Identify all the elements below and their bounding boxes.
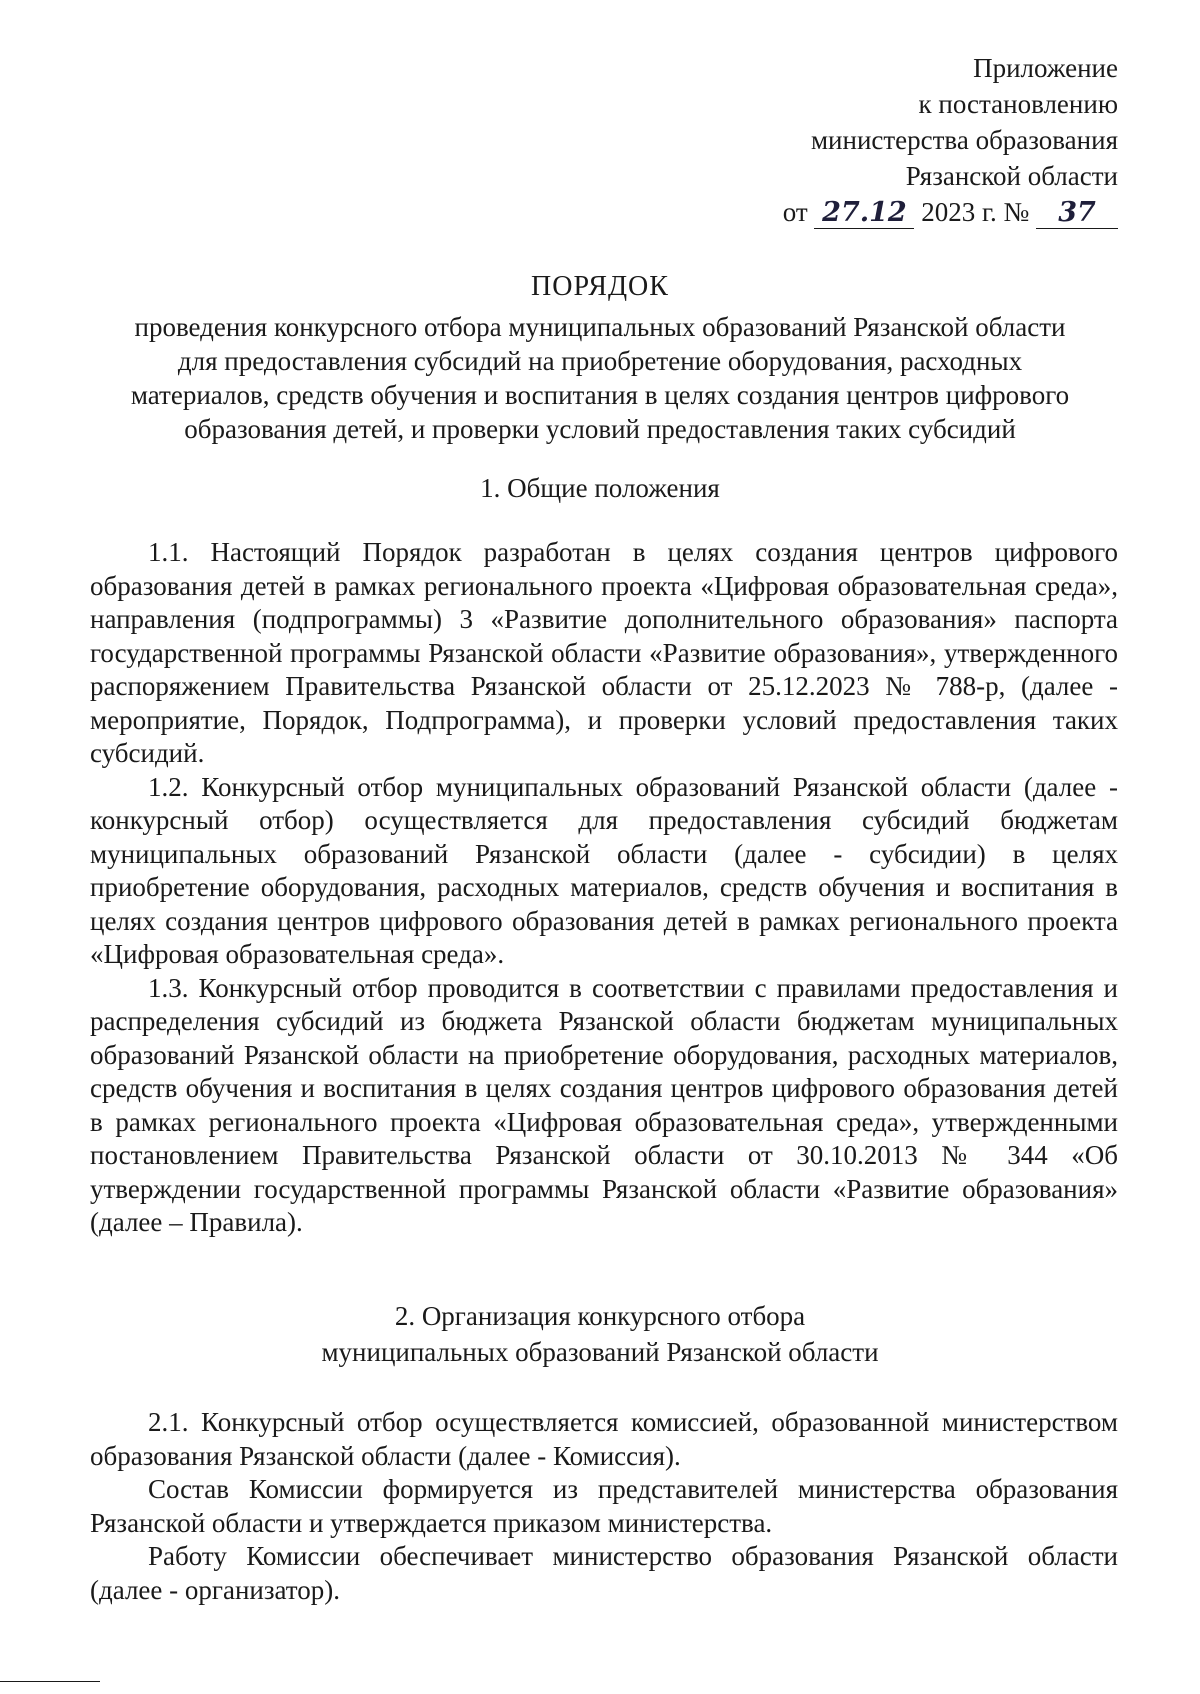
paragraph-1-1: 1.1. Настоящий Порядок разработан в целях создания центров цифрового образования детей в рамках регионального проекта «Цифровая образовательная среда», направления (подпрограммы) 3 «Развитие дополнительного образования» паспорта государственной программы Рязанской области «Развитие образования», утвержденного распоряжением Правительства Рязанской области от 25.12.2023 № 788-р, (далее - мероприятие, Порядок, Подпрограмма), и проверки условий предоставления таких субсидий. [90, 537, 1118, 768]
paragraph-2-organizer: Работу Комиссии обеспечивает министерство образования Рязанской области (далее - организатор). [90, 1541, 1118, 1605]
footnote-divider [0, 1681, 100, 1682]
paragraph-2-composition: Состав Комиссии формируется из представителей министерства образования Рязанской области и утверждается приказом министерства. [90, 1474, 1118, 1538]
document-subtitle-line-3: материалов, средств обучения и воспитания в целях создания центров цифрового [130, 380, 1070, 410]
section-1-body [90, 536, 1118, 1240]
approval-year-number-label: 2023 г. № [921, 197, 1030, 227]
document-subtitle-line-1: проведения конкурсного отбора муниципальных образований Рязанской области [134, 312, 1066, 342]
approval-line-resolution: к постановлению [918, 89, 1118, 119]
document-subtitle-line-4: образования детей, и проверки условий предоставления таких субсидий [184, 414, 1016, 444]
approval-date-prefix: от [782, 197, 808, 227]
approval-line-ministry: министерства образования [810, 125, 1118, 155]
section-2-heading-line-2: муниципальных образований Рязанской области [321, 1337, 879, 1367]
paragraph-1-3: 1.3. Конкурсный отбор проводится в соответствии с правилами предоставления и распределения субсидий из бюджета Рязанской области бюджетам муниципальных образований Рязанской области на приобретение оборудования, расходных материалов, средств обучения и воспитания в целях создания центров цифрового образования детей в рамках регионального проекта «Цифровая образовательная среда», утвержденными постановлением Правительства Рязанской области от 30.10.2013 № 344 «Об утверждении государственной программы Рязанской области «Развитие образования» (далее – Правила). [90, 972, 1118, 1237]
document-subtitle-line-2: для предоставления субсидий на приобретение оборудования, расходных [177, 346, 1023, 376]
section-2-heading-line-1: 2. Организация конкурсного отбора [394, 1301, 806, 1331]
document-title: ПОРЯДОК [531, 271, 669, 302]
paragraph-2-1: 2.1. Конкурсный отбор осуществляется комиссией, образованной министерством образования Рязанской области (далее - Комиссия). [90, 1407, 1118, 1471]
paragraph-1-2: 1.2. Конкурсный отбор муниципальных образований Рязанской области (далее - конкурсный отбор) осуществляется для предоставления субсидий бюджетам муниципальных образований Рязанской области (далее - субсидии) в целях приобретение оборудования, расходных материалов, средств обучения и воспитания в целях создания центров цифрового образования детей в рамках регионального проекта «Цифровая образовательная среда». [90, 771, 1118, 969]
document-title-block [90, 270, 1110, 446]
approval-stamp-block [783, 50, 1118, 230]
approval-line-region: Рязанской области [905, 161, 1118, 191]
approval-line-appendix: Приложение [973, 53, 1118, 83]
handwritten-date: 27.12 [814, 198, 914, 229]
handwritten-number: 37 [1036, 198, 1118, 229]
section-1-heading: 1. Общие положения [480, 473, 720, 503]
section-2-body [90, 1406, 1118, 1607]
approval-line-date [783, 194, 1118, 230]
section-2-heading [90, 1298, 1110, 1370]
